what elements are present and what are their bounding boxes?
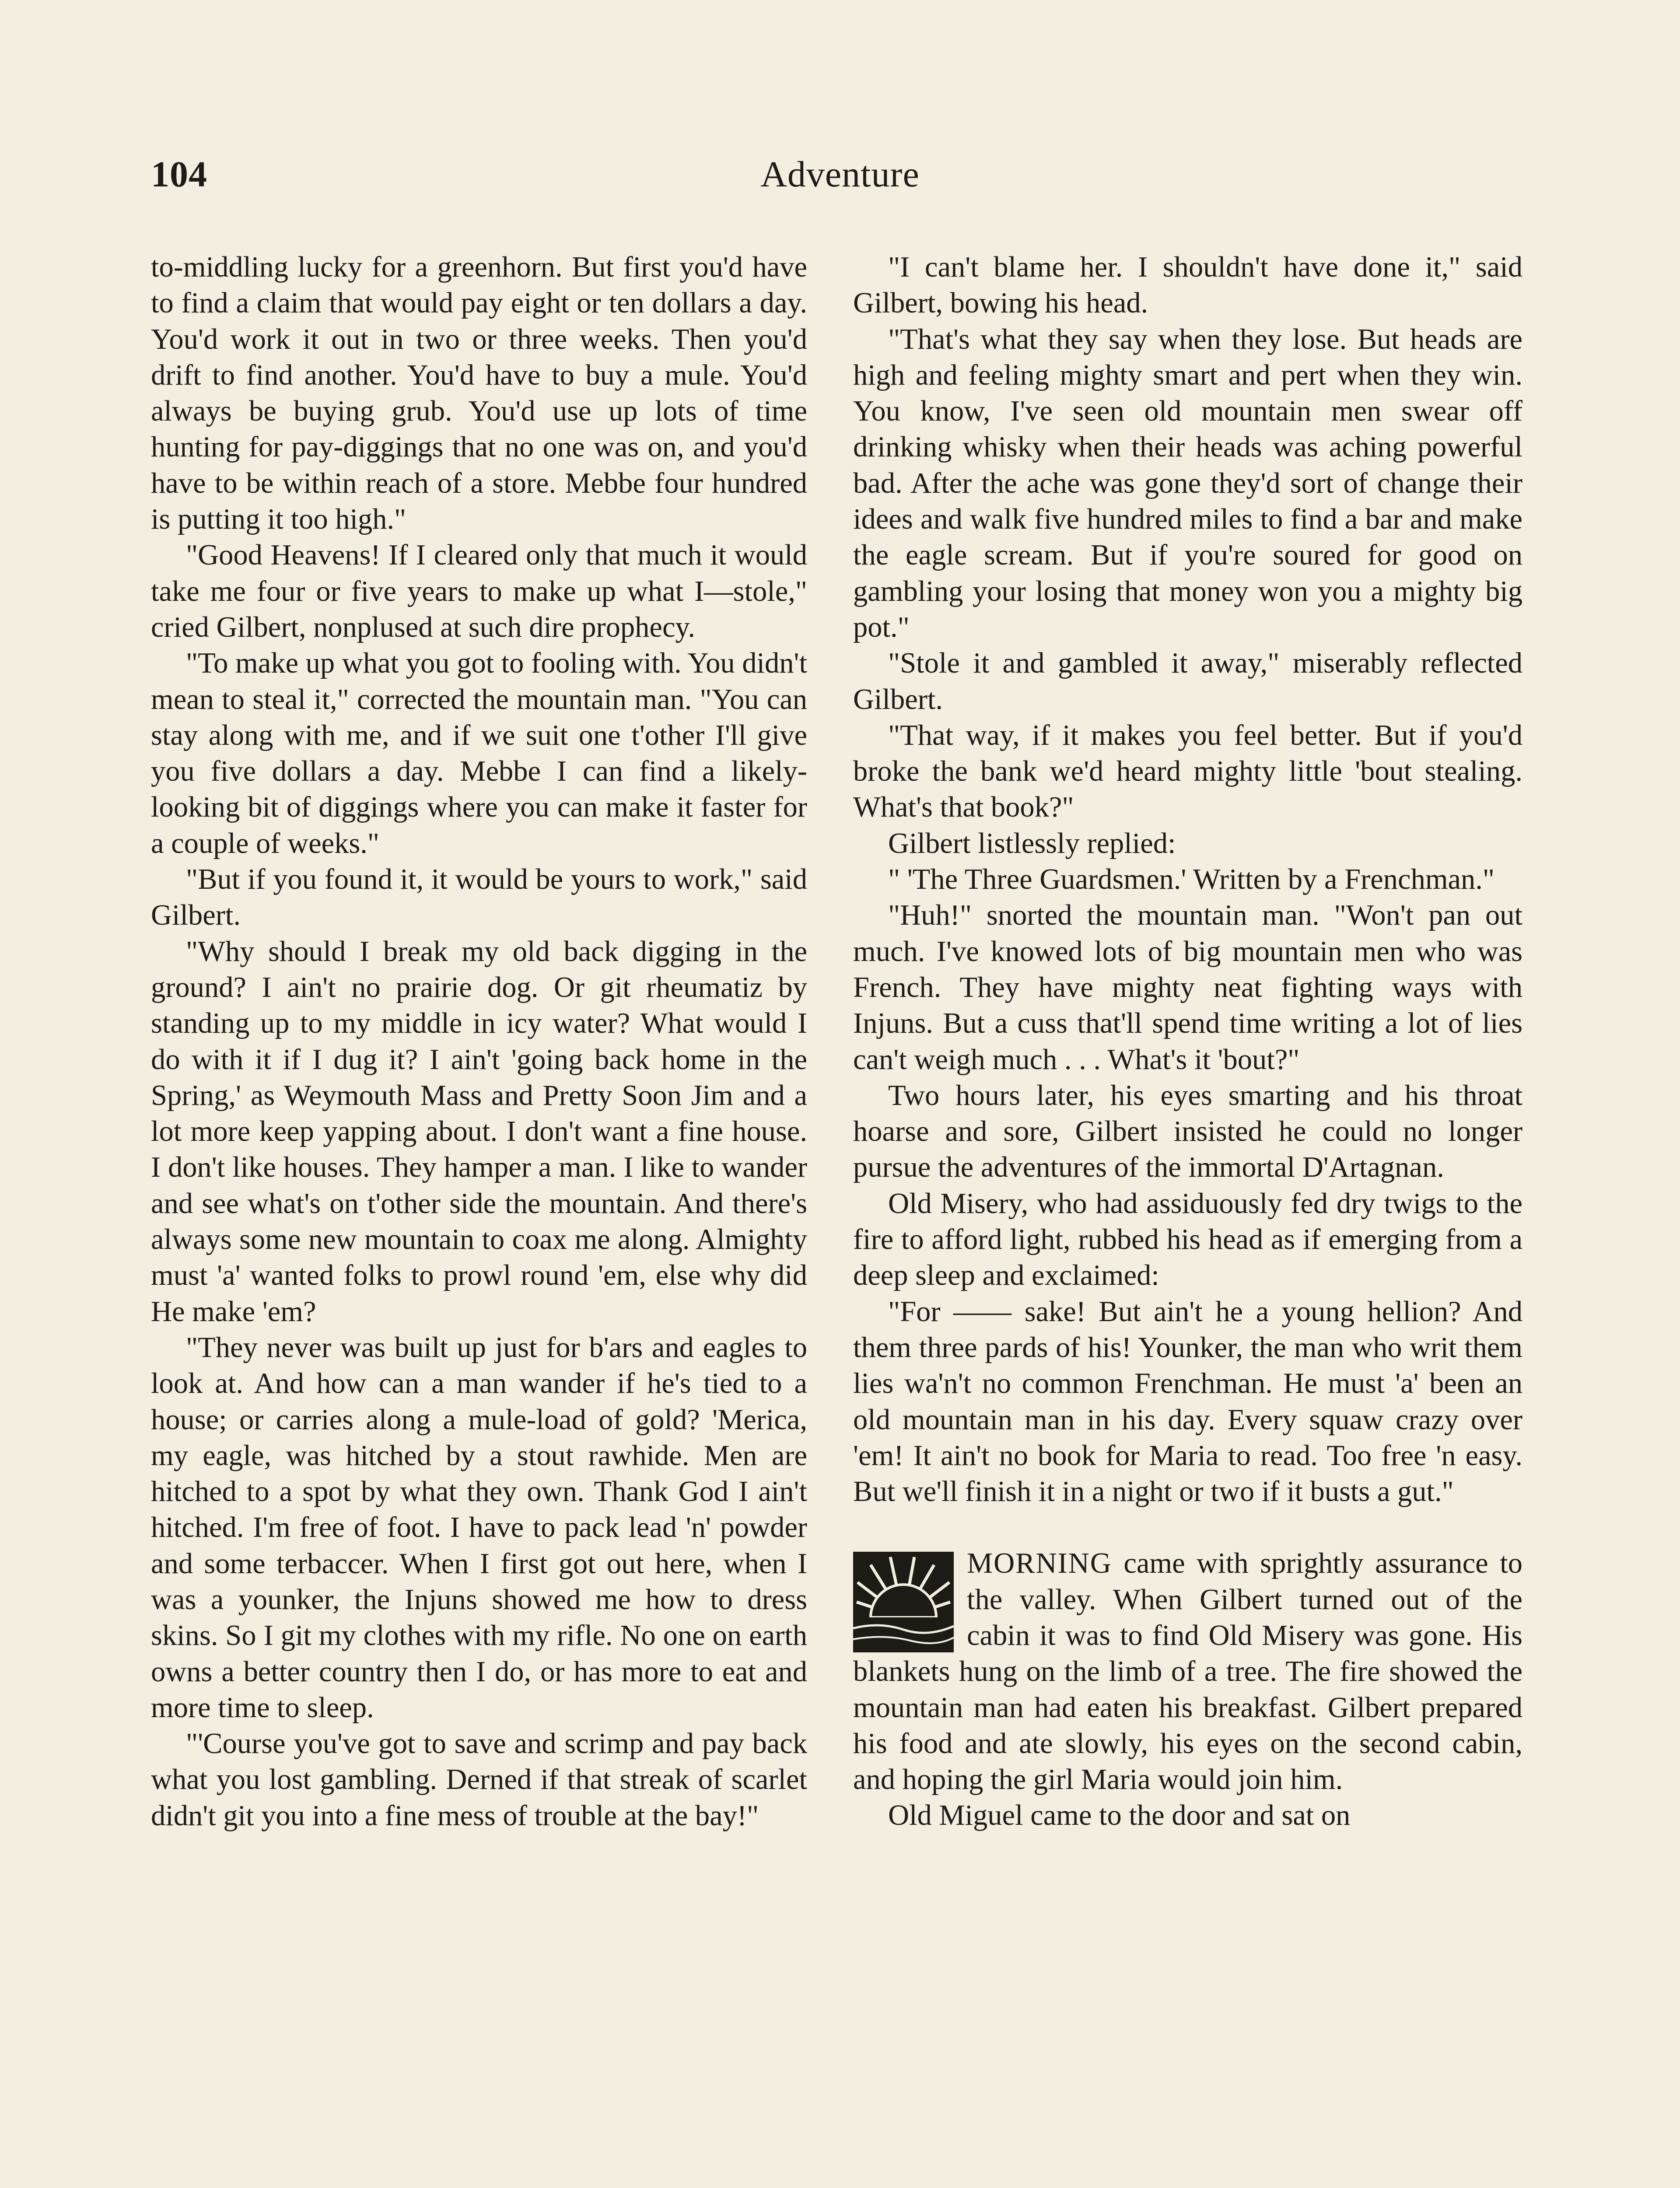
paragraph: "But if you found it, it would be yours to work," said Gilbert. (151, 863, 807, 932)
paragraph: "To make up what you got to fooling with. You didn't mean to steal it," corrected the mountain man. "You can stay along with me, and if we suit one t'other I'll give you five dollars a day. Mebbe I can find a likely-looking bit of diggings where you can make it faster for a couple of weeks." (151, 647, 807, 859)
paragraph: Old Misery, who had assiduously fed dry twigs to the fire to afford light, rubbed his head as if emerging from a deep sleep and exclaimed: (853, 1187, 1522, 1292)
paragraph: "'Course you've got to save and scrimp and pay back what you lost gambling. Derned if that streak of scarlet didn't git you into a fine mess of trouble at the bay!" (151, 1728, 807, 1832)
rising-sun-ornament-icon (853, 1552, 954, 1652)
paragraph: Two hours later, his eyes smarting and his throat hoarse and sore, Gilbert insisted he could no longer pursue the adventures of the immortal D'Artagnan. (853, 1079, 1522, 1184)
section-first-paragraph (853, 1546, 1522, 1798)
paragraph: Gilbert listlessly replied: (888, 827, 1176, 859)
paragraph: "Huh!" snorted the mountain man. "Won't pan out much. I've knowed lots of big mountain men who was French. They have mighty neat fighting ways with Injuns. But a cuss that'll spend time writing a lot of lies can't weigh much . . . What's it 'bout?" (853, 899, 1522, 1076)
paragraph: "Stole it and gambled it away," miserably reflected Gilbert. (853, 647, 1522, 715)
left-column (151, 249, 807, 1834)
paragraph: "Good Heavens! If I cleared only that much it would take me four or five years to make up what I—stole," cried Gilbert, nonplused at such dire prophecy. (151, 539, 807, 643)
paragraph: "They never was built up just for b'ars and eagles to look at. And how can a man wander if he's tied to a house; or carries along a mule-load of gold? 'Merica, my eagle, was hitched by a stout rawhide. Men are hitched to a spot by what they own. Thank God I ain't hitched. I'm free of foot. I have to pack lead 'n' powder and some terbaccer. When I first got out here, when I was a younker, the Injuns showed me how to dress skins. So I git my clothes with my rifle. No one on earth owns a better country then I do, or has more to eat and more time to sleep. (151, 1331, 807, 1724)
paragraph: to-middling lucky for a greenhorn. But first you'd have to find a claim that would pay eight or ten dollars a day. You'd work it out in two or three weeks. Then you'd drift to find another. You'd have to buy a mule. You'd always be buying grub. You'd use up lots of time hunting for pay-diggings that no one was on, and you'd have to be within reach of a store. Mebbe four hundred is putting it too high." (151, 251, 807, 536)
paragraph: "For —— sake! But ain't he a young hellion? And them three pards of his! Younker, the man who writ them lies wa'n't no common Frenchman. He must 'a' been an old mountain man in his day. Every squaw crazy over 'em! It ain't no book for Maria to read. Too free 'n easy. But we'll finish it in a night or two if it busts a gut." (853, 1295, 1522, 1508)
right-column (853, 249, 1522, 1834)
section-lead-in: MORNING (967, 1547, 1112, 1580)
page-number: 104 (151, 154, 207, 195)
paragraph: "That's what they say when they lose. But heads are high and feeling mighty smart and pert when they win. You know, I've seen old mountain men swear off drinking whisky when their heads was aching powerful bad. After the ache was gone they'd sort of change their idees and walk five hundred miles to find a bar and make the eagle scream. But if you're soured for good on gambling your losing that money won you a mighty big pot." (853, 323, 1522, 643)
paragraph: Old Miguel came to the door and sat on (888, 1799, 1351, 1832)
paragraph: "Why should I break my old back digging in the ground? I ain't no prairie dog. Or git rheumatiz by standing up to my middle in icy water? What would I do with it if I dug it? I ain't 'going back home in the Spring,' as Weymouth Mass and Pretty Soon Jim and a lot more keep yapping about. I don't want a fine house. I don't like houses. They hamper a man. I like to wander and see what's on t'other side the mountain. And there's always some new mountain to coax me along. Almighty must 'a' wanted folks to prowl round 'em, else why did He make 'em? (151, 935, 807, 1328)
running-title: Adventure (760, 154, 920, 195)
section-paragraph-text: came with sprightly assurance to the valley. When Gilbert turned out of the cabin it was to find Old Misery was gone. His blankets hung on the limb of a tree. The fire showed the mountain man had eaten his breakfast. Gilbert prepared his food and ate slowly, his eyes on the second cabin, and hoping the girl Maria would join him. (853, 1547, 1522, 1796)
paragraph: "That way, if it makes you feel better. But if you'd broke the bank we'd heard mighty little 'bout stealing. What's that book?" (853, 719, 1522, 824)
page-header (151, 153, 1529, 206)
paragraph: "I can't blame her. I shouldn't have done it," said Gilbert, bowing his head. (853, 251, 1522, 319)
paragraph: " 'The Three Guardsmen.' Written by a Frenchman." (888, 863, 1495, 896)
